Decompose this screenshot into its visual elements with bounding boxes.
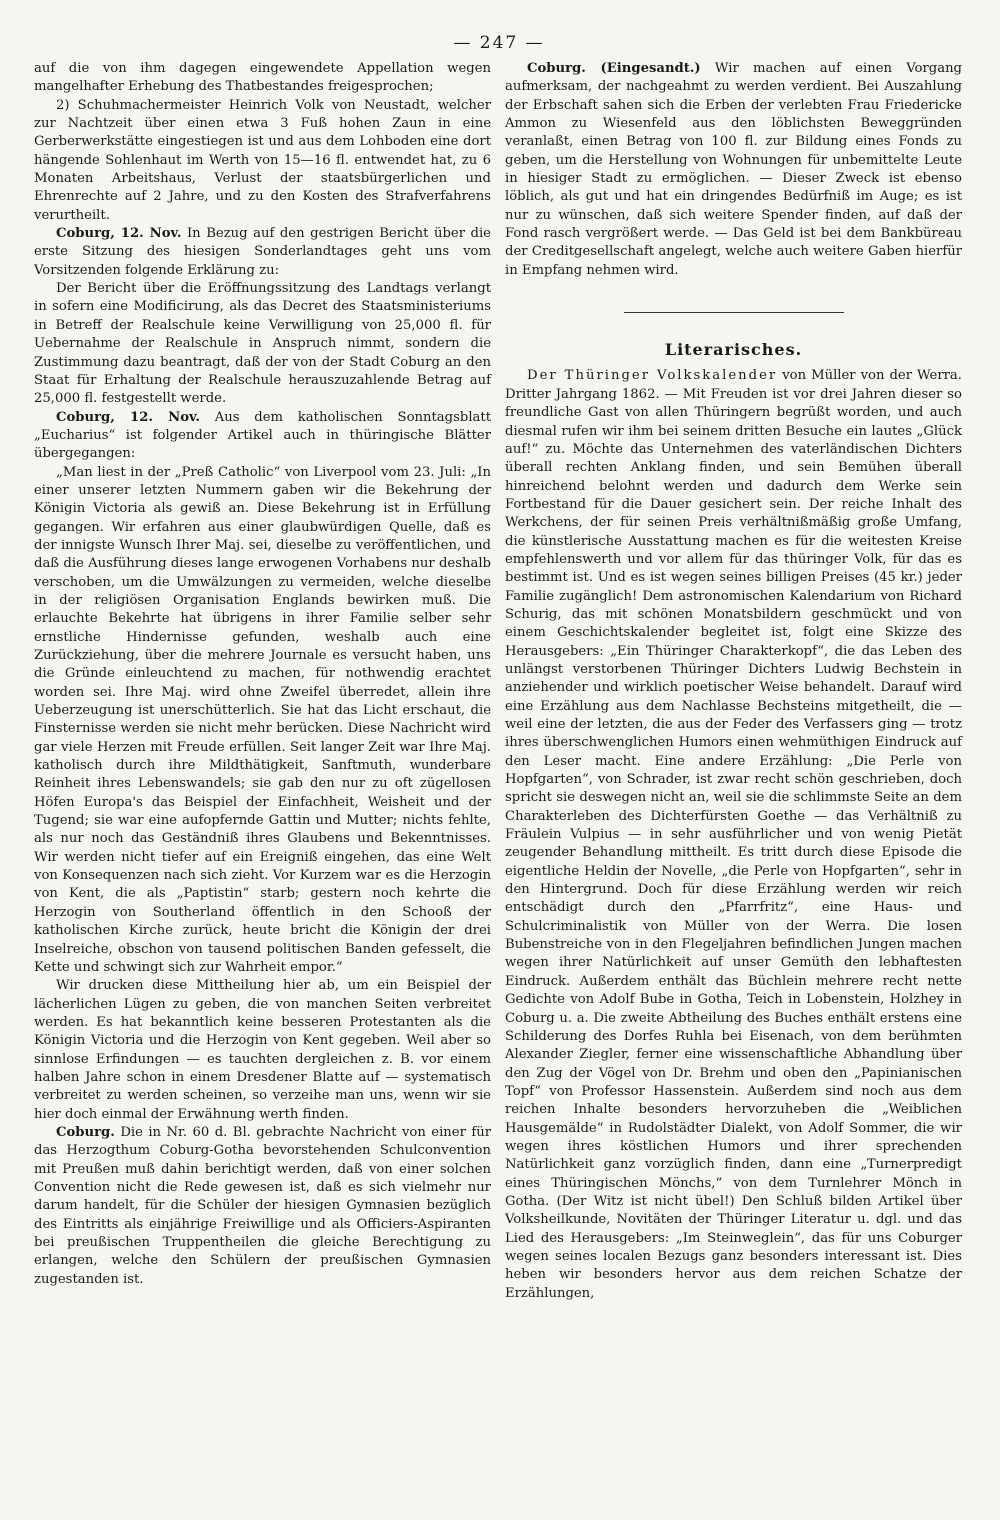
section-divider: [624, 312, 844, 313]
dateline: Coburg, 12. Nov.: [56, 226, 182, 242]
dateline: Coburg.: [56, 1124, 115, 1140]
article-text: Aus dem katholischen Sonntagsblatt „Eucharius“ ist folgender Artikel auch in thüringische Blätter übergegangen:: [34, 409, 491, 462]
page-number: — 247 —: [453, 33, 545, 53]
article-text: Der Bericht über die Eröffnungssitzung des Landtags verlangt in sofern eine Modificirung, als das Decret des Staatsministeriums in Betreff der Realschule keine Verwilligung von 25,000 fl. für Uebernahme der Realschule in Anspruch nimmt, sondern die Zustimmung dazu beantragt, daß der von der Stadt Coburg an den Staat für Erhaltung der Realschule herauszuzahlende Betrag auf 25,000 fl. festgestellt werde.: [34, 281, 491, 407]
article-text: In Bezug auf den gestrigen Bericht über die erste Sitzung des hiesigen Sonderlandtages geht uns vom Vorsitzenden folgende Erklärung zu:: [34, 226, 491, 278]
article-paragraph: [505, 60, 962, 280]
columns: [34, 60, 964, 1303]
dateline: Coburg, 12. Nov.: [56, 409, 200, 425]
article-paragraph: [34, 409, 491, 464]
article-text: auf die von ihm dagegen eingewendete Appellation wegen mangelhafter Erhebung des Thatbestandes freigesprochen;: [34, 61, 491, 95]
left-column: [34, 60, 491, 1303]
article-text: „Man liest in der „Preß Catholic“ von Liverpool vom 23. Juli: „In einer unserer letzten Nummern gaben wir die Bekehrung der Königin Victoria als gewiß an. Diese Bekehrung ist in Erfüllung gegangen. Wir erfahren aus einer glaubwürdigen Quelle, daß es der innigste Wunsch Ihrer Maj. sei, dieselbe zu veröffentlichen, und daß die Ausführung dieses lange erwogenen Vorhabens nur deshalb verschoben, um die Umwälzungen zu vermeiden, welche dieselbe in der religiösen Organisation Englands bewirken muß. Die erlauchte Bekehrte hat übrigens in ihrer Familie selber sehr ernstliche Hindernisse gefunden, weshalb auch eine Zurückziehung, über die mehrere Journale es versucht haben, uns die Gründe einleuchtend zu machen, für nothwendig erachtet worden sei. Ihre Maj. wird ohne Zweifel überredet, allein ihre Ueberzeugung ist unerschütterlich. Sie hat das Licht erschaut, die Finsternisse werden sie nicht mehr berücken. Diese Nachricht wird gar viele Herzen mit Freude erfüllen. Seit langer Zeit war Ihre Maj. katholisch durch ihre Mildthätigkeit, Sanftmuth, wunderbare Reinheit ihres Lebenswandels; sie gab den nur zu oft zügellosen Höfen Europa's das Beispiel der Einfachheit, Weisheit und der Tugend; sie war eine aufopfernde Gattin und Mutter; nichts fehlte, als nur noch das Geständniß ihres Glaubens und Bekenntnisses. Wir werden nicht tiefer auf ein Ereigniß eingehen, das eine Welt von Konsequenzen nach sich zieht. Vor Kurzem war es die Herzogin von Kent, die als „Paptistin“ starb; gestern noch kehrte die Herzogin von Southerland öffentlich in den Schooß der katholischen Kirche zurück, heute bricht die Königin der drei Inselreiche, obschon von tausend politischen Banden gefesselt, die Kette und schwingt sich zur Wahrheit empor.“: [34, 464, 491, 975]
article-text: Wir drucken diese Mittheilung hier ab, um ein Beispiel der lächerlichen Lügen zu geben, die von manchen Seiten verbreitet werden. Es hat bekanntlich keine besseren Protestanten als die Königin Victoria und die Herzogin von Kent gegeben. Weil aber so sinnlose Erfindungen — es tauchten dergleichen z. B. vor einem halben Jahre schon in einem Dresdener Blatte auf — systematisch verbreitet zu werden scheinen, so verzeihe man uns, wenn wir sie hier doch einmal der Erwähnung werth finden.: [34, 978, 491, 1122]
dateline: Coburg. (Eingesandt.): [527, 61, 701, 76]
right-column: [505, 60, 962, 1303]
article-text: Wir machen auf einen Vorgang aufmerksam, der nachgeahmt zu werden verdient. Bei Auszahlung der Erbschaft sahen sich die Erben der verlebten Frau Friedericke Ammon zu Wiesenfeld aus den löblichsten Beweggründen veranlaßt, einen Betrag von 100 fl. zur Bildung eines Fonds zu geben, um die Herstellung von Wohnungen für unbemittelte Leute in hiesiger Stadt zu ermöglichen. — Dieser Zweck ist ebenso löblich, als gut und hat ein dringendes Bedürfniß im Auge; es ist nur zu wünschen, daß sich weitere Spender finden, auf daß der Fond rasch vergrößert werde. — Das Geld ist bei dem Bankbüreau der Creditgesellschaft angelegt, welche auch weitere Gaben hierfür in Empfang nehmen wird.: [505, 61, 962, 278]
article-text: Die in Nr. 60 d. Bl. gebrachte Nachricht von einer für das Herzogthum Coburg-Gotha bevorstehenden Schulconvention mit Preußen muß dahin berichtigt werden, daß von einer solchen Convention nicht die Rede gewesen ist, daß es sich vielmehr nur darum handelt, für die Schüler der hiesigen Gymnasien bezüglich des Eintritts als einjährige Freiwillige und als Officiers-Aspiranten bei preußischen Truppentheilen die gleiche Berechtigung zu erlangen, welche den Schülern der preußischen Gymnasien zugestanden ist.: [34, 1124, 491, 1287]
article-paragraph: [34, 225, 491, 280]
article-text: von Müller von der Werra. Dritter Jahrgang 1862. — Mit Freuden ist vor drei Jahren dieser so freundliche Gast von allen Thüringern begrüßt worden, und auch diesmal rufen wir ihm bei seinem dritten Besuche ein lautes „Glück auf!“ zu. Möchte das Unternehmen des vaterländischen Dichters überall rechten Anklang finden, und sein Bemühen überall hinreichend belohnt werden und dadurch dem Werke sein Fortbestand für die Dauer gesichert sein. Der reiche Inhalt des Werkchens, der für seinen Preis verhältnißmäßig große Umfang, die künstlerische Ausstattung machen es für die weitesten Kreise empfehlenswerth und vor allem für das thüringer Volk, für das es bestimmt ist. Und es ist wegen seines billigen Preises (45 kr.) jeder Familie zugänglich! Dem astronomischen Kalendarium von Richard Schurig, das mit schönen Monatsbildern geschmückt und von einem Geschichtskalender begleitet ist, folgt eine Skizze des Herausgebers: „Ein Thüringer Charakterkopf“, die das Leben des unlängst verstorbenen Thüringer Dichters Ludwig Bechstein in anziehender und wirklich poetischer Weise behandelt. Darauf wird eine Erzählung aus dem Nachlasse Bechsteins mitgetheilt, die — weil eine der letzten, die aus der Feder des Verfassers ging — trotz ihres überschwenglichen Humors einen wehmüthigen Eindruck auf den Leser macht. Eine andere Erzählung: „Die Perle von Hopfgarten“, von Schrader, ist zwar recht schön geschrieben, doch spricht sie deswegen nicht an, weil sie die schlimmste Seite an dem Charakterleben des Dichterfürsten Goethe — das Verhältniß zu Fräulein Vulpius — in sehr ausführlicher und von wenig Pietät zeugender Behandlung mittheilt. Es tritt durch diese Episode die eigentliche Heldin der Novelle, „die Perle von Hopfgarten“, sehr in den Hintergrund. Doch für diese Erzählung werden wir reich entschädigt durch den „Pfarrfritz“, eine Haus- und Schulcriminalistik von Müller von der Werra. Die losen Bubenstreiche von in den Flegeljahren befindlichen Jungen machen wegen ihrer Natürlichkeit auf unser Gemüth den lebhaftesten Eindruck. Außerdem enthält das Büchlein mehrere recht nette Gedichte von Adolf Bube in Gotha, Teich in Lobenstein, Holzhey in Coburg u. a. Die zweite Abtheilung des Buches enthält erstens eine Schilderung des Dorfes Ruhla bei Eisenach, von dem berühmten Alexander Ziegler, ferner eine wissenschaftliche Abhandlung über den Zug der Vögel von Dr. Brehm und oben den „Papinianischen Topf“ von Professor Hassenstein. Außerdem sind noch aus dem reichen Inhalte besonders hervorzuheben die „Weiblichen Hausgemälde“ in Rudolstädter Dialekt, von Adolf Sommer, die wir wegen ihres köstlichen Humors und ihrer sprechenden Natürlichkeit ganz vorzüglich finden, dann eine „Turnerpredigt eines Thüringischen Mönchs,“ von dem Turnlehrer Mönch in Gotha. (Der Witz ist nicht übel!) Den Schluß bilden Artikel über Volksheilkunde, Novitäten der Thüringer Literatur u. dgl. und das Lied des Herausgebers: „Im Steinweglein“, das für uns Coburger wegen seines localen Bezugs ganz besonders interessant ist. Dies heben wir besonders hervor aus dem reichen Schatze der Erzählungen,: [505, 368, 962, 1301]
article-text: 2) Schuhmachermeister Heinrich Volk von Neustadt, welcher zur Nachtzeit über einen etwa 3 Fuß hohen Zaun in eine Gerberwerkstätte eingestiegen ist und aus dem Lohboden eine dort hängende Sohlenhaut im Werth von 15—16 fl. entwendet hat, zu 6 Monaten Arbeitshaus, Verlust der staatsbürgerlichen und Ehrenrechte auf 2 Jahre, und zu den Kosten des Strafverfahrens verurtheilt.: [34, 97, 491, 223]
article-paragraph: [505, 367, 962, 1303]
article-paragraph: [34, 1124, 491, 1289]
section-heading: Literarisches.: [664, 340, 803, 360]
book-title: Der Thüringer Volkskalender: [527, 368, 778, 384]
